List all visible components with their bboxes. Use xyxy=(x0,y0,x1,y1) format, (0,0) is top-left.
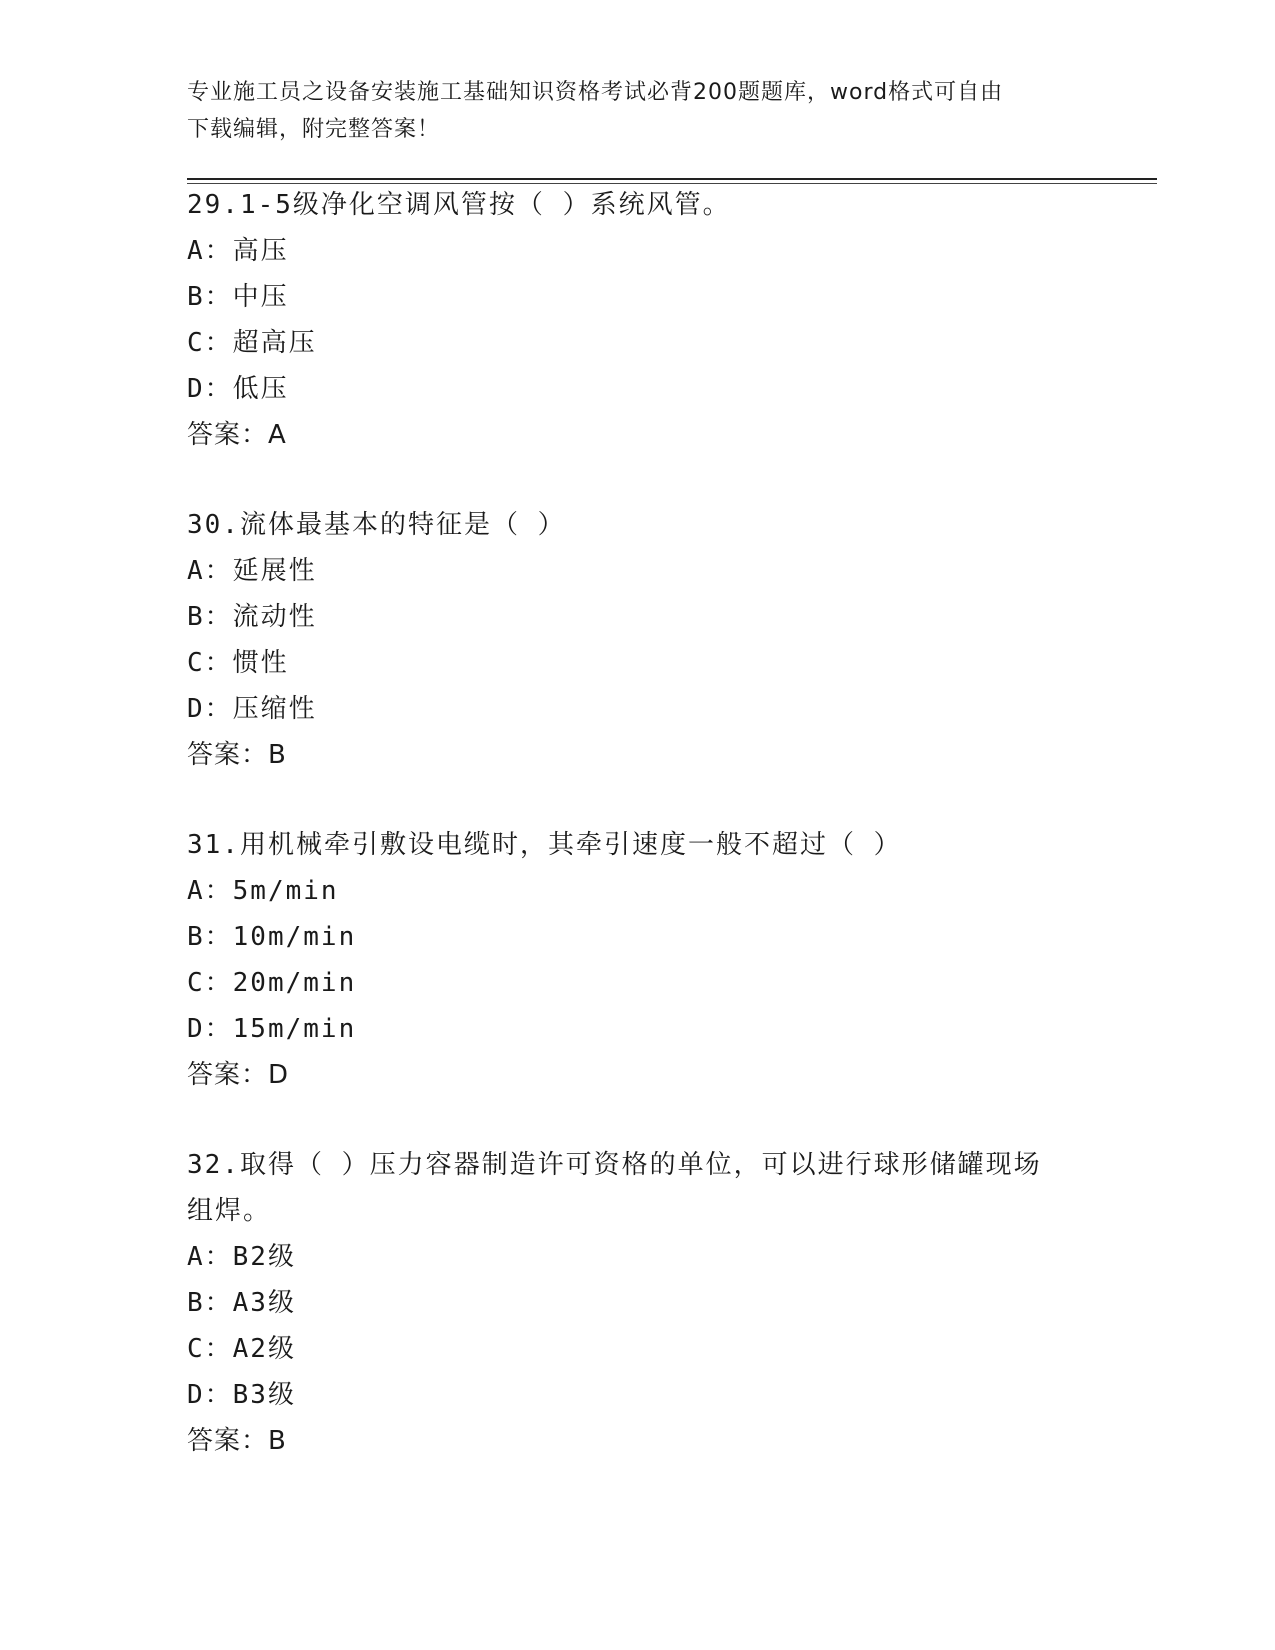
option-a: A：高压 xyxy=(187,236,289,266)
header-line-1: 专业施工员之设备安装施工基础知识资格考试必背200题题库，word格式可自由 xyxy=(187,80,1004,105)
question-stem-line-2: 组焊。 xyxy=(187,1196,272,1226)
option-a: A：延展性 xyxy=(187,556,317,586)
document-header xyxy=(187,74,1087,148)
option-a: A：5m/min xyxy=(187,876,339,906)
question-29 xyxy=(187,182,1087,458)
option-d: D：B3级 xyxy=(187,1380,296,1410)
option-b: B：流动性 xyxy=(187,602,317,632)
answer-text: 答案：B xyxy=(187,1426,287,1456)
question-30 xyxy=(187,502,1087,778)
option-d: D：低压 xyxy=(187,374,289,404)
option-a: A：B2级 xyxy=(187,1242,296,1272)
option-c: C：20m/min xyxy=(187,968,357,998)
question-stem: 29.1-5级净化空调风管按（ ）系统风管。 xyxy=(187,190,731,220)
header-line-2: 下载编辑，附完整答案！ xyxy=(187,117,441,142)
question-31 xyxy=(187,822,1087,1098)
question-stem: 30.流体最基本的特征是（ ） xyxy=(187,510,566,540)
header-divider xyxy=(187,178,1157,180)
answer-text: 答案：D xyxy=(187,1060,290,1090)
answer-text: 答案：B xyxy=(187,740,287,770)
option-c: C：超高压 xyxy=(187,328,317,358)
option-b: B：中压 xyxy=(187,282,289,312)
option-d: D：压缩性 xyxy=(187,694,317,724)
option-b: B：10m/min xyxy=(187,922,357,952)
question-stem: 31.用机械牵引敷设电缆时，其牵引速度一般不超过（ ） xyxy=(187,830,902,860)
question-32 xyxy=(187,1142,1087,1464)
answer-text: 答案：A xyxy=(187,420,287,450)
option-c: C：惯性 xyxy=(187,648,289,678)
option-d: D：15m/min xyxy=(187,1014,357,1044)
option-b: B：A3级 xyxy=(187,1288,296,1318)
option-c: C：A2级 xyxy=(187,1334,296,1364)
question-stem-line-1: 32.取得（ ）压力容器制造许可资格的单位，可以进行球形储罐现场 xyxy=(187,1150,1042,1180)
